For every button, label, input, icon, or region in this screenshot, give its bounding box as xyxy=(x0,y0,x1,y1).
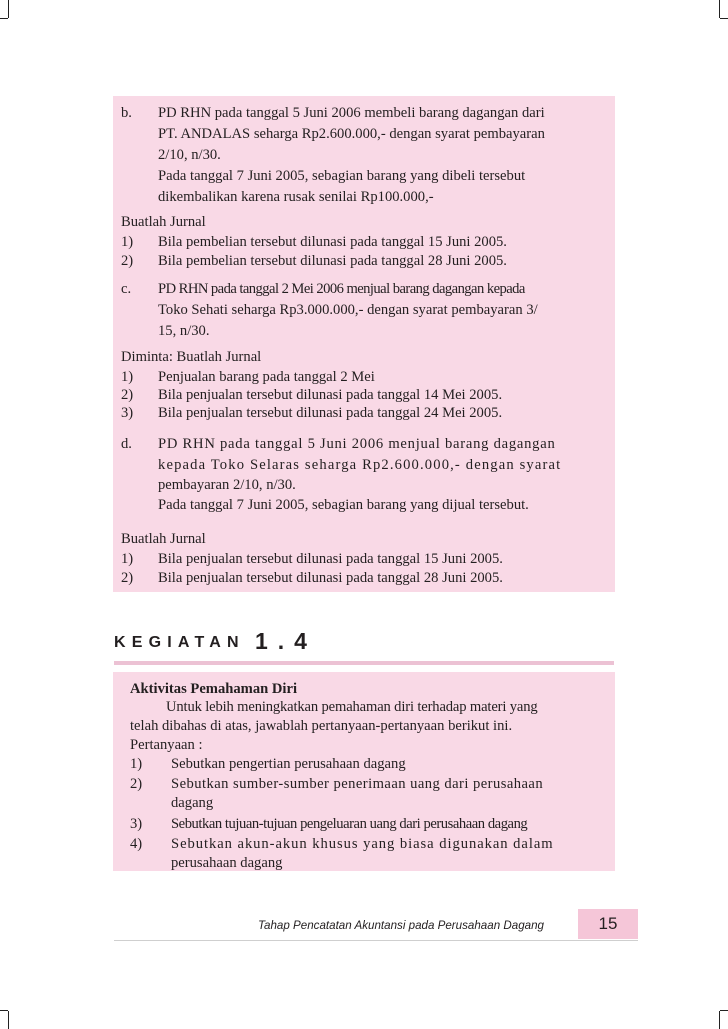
item-c-line: 15, n/30. xyxy=(158,323,210,339)
item-b-line: PD RHN pada tanggal 5 Juni 2006 membeli barang dagangan dari xyxy=(158,105,545,121)
item-letter-d: d. xyxy=(121,436,132,452)
item-d-line: pembayaran 2/10, n/30. xyxy=(158,477,296,493)
question-line: dagang xyxy=(171,795,214,811)
question-line: Sebutkan tujuan-tujuan pengeluaran uang dari perusahaan dagang xyxy=(171,816,528,832)
list-number: 3) xyxy=(121,405,134,421)
question-line: perusahaan dagang xyxy=(171,855,283,871)
question-line: Sebutkan pengertian perusahaan dagang xyxy=(171,756,406,772)
activity-intro-line: Untuk lebih meningkatkan pemahaman diri terhadap materi yang xyxy=(166,699,538,715)
list-item: Penjualan barang pada tanggal 2 Mei xyxy=(158,369,375,385)
kegiatan-number: 1.4 xyxy=(255,628,317,654)
item-b-line: dikembalikan karena rusak senilai Rp100.000,- xyxy=(158,189,434,205)
item-d-instruction: Buatlah Jurnal xyxy=(121,531,206,547)
crop-mark xyxy=(8,0,9,18)
kegiatan-divider xyxy=(114,661,614,665)
item-c-line: Toko Sehati seharga Rp3.000.000,- dengan syarat pembayaran 3/ xyxy=(158,302,538,318)
activity-intro-line: telah dibahas di atas, jawablah pertanyaan-pertanyaan berikut ini. xyxy=(130,718,513,734)
list-number: 1) xyxy=(121,369,134,385)
item-b-line: 2/10, n/30. xyxy=(158,147,221,163)
item-b-line: PT. ANDALAS seharga Rp2.600.000,- dengan syarat pembayaran xyxy=(158,126,545,142)
crop-mark xyxy=(719,1011,720,1029)
question-number: 3) xyxy=(130,816,143,832)
crop-mark xyxy=(720,1010,728,1011)
list-number: 1) xyxy=(121,551,134,567)
crop-mark xyxy=(8,1011,9,1029)
item-d-line: PD RHN pada tanggal 5 Juni 2006 menjual barang dagangan xyxy=(158,436,556,452)
crop-mark xyxy=(0,18,8,19)
item-b-line: Pada tanggal 7 Juni 2005, sebagian barang yang dibeli tersebut xyxy=(158,168,526,184)
list-number: 2) xyxy=(121,387,134,403)
list-item: Bila pembelian tersebut dilunasi pada tanggal 15 Juni 2005. xyxy=(158,234,507,250)
question-number: 2) xyxy=(130,776,143,792)
question-number: 1) xyxy=(130,756,143,772)
list-number: 2) xyxy=(121,570,134,586)
question-label: Pertanyaan : xyxy=(130,737,203,753)
crop-mark xyxy=(719,0,720,18)
crop-mark xyxy=(0,1010,8,1011)
page-number: 15 xyxy=(598,914,618,933)
list-number: 1) xyxy=(121,234,134,250)
footer-rule xyxy=(114,940,638,941)
question-line: Sebutkan akun-akun khusus yang biasa digunakan dalam xyxy=(171,836,554,852)
item-b-instruction: Buatlah Jurnal xyxy=(121,214,206,230)
list-item: Bila penjualan tersebut dilunasi pada tanggal 15 Juni 2005. xyxy=(158,551,503,567)
list-item: Bila pembelian tersebut dilunasi pada tanggal 28 Juni 2005. xyxy=(158,253,507,269)
footer-title: Tahap Pencatatan Akuntansi pada Perusahaan Dagang xyxy=(258,919,544,932)
item-c-instruction: Diminta: Buatlah Jurnal xyxy=(121,349,262,365)
question-line: Sebutkan sumber-sumber penerimaan uang dari perusahaan xyxy=(171,776,544,792)
item-letter-b: b. xyxy=(121,105,132,121)
kegiatan-label: KEGIATAN xyxy=(114,634,245,651)
list-item: Bila penjualan tersebut dilunasi pada tanggal 28 Juni 2005. xyxy=(158,570,503,586)
question-number: 4) xyxy=(130,836,143,852)
item-d-line: kepada Toko Selaras seharga Rp2.600.000,- dengan syarat xyxy=(158,457,562,473)
list-item: Bila penjualan tersebut dilunasi pada tanggal 14 Mei 2005. xyxy=(158,387,503,403)
activity-heading: Aktivitas Pemahaman Diri xyxy=(130,681,298,697)
item-c-line: PD RHN pada tanggal 2 Mei 2006 menjual barang dagangan kepada xyxy=(158,281,525,297)
item-letter-c: c. xyxy=(121,281,132,297)
list-item: Bila penjualan tersebut dilunasi pada tanggal 24 Mei 2005. xyxy=(158,405,503,421)
list-number: 2) xyxy=(121,253,134,269)
crop-mark xyxy=(720,18,728,19)
item-d-line: Pada tanggal 7 Juni 2005, sebagian barang yang dijual tersebut. xyxy=(158,497,529,513)
